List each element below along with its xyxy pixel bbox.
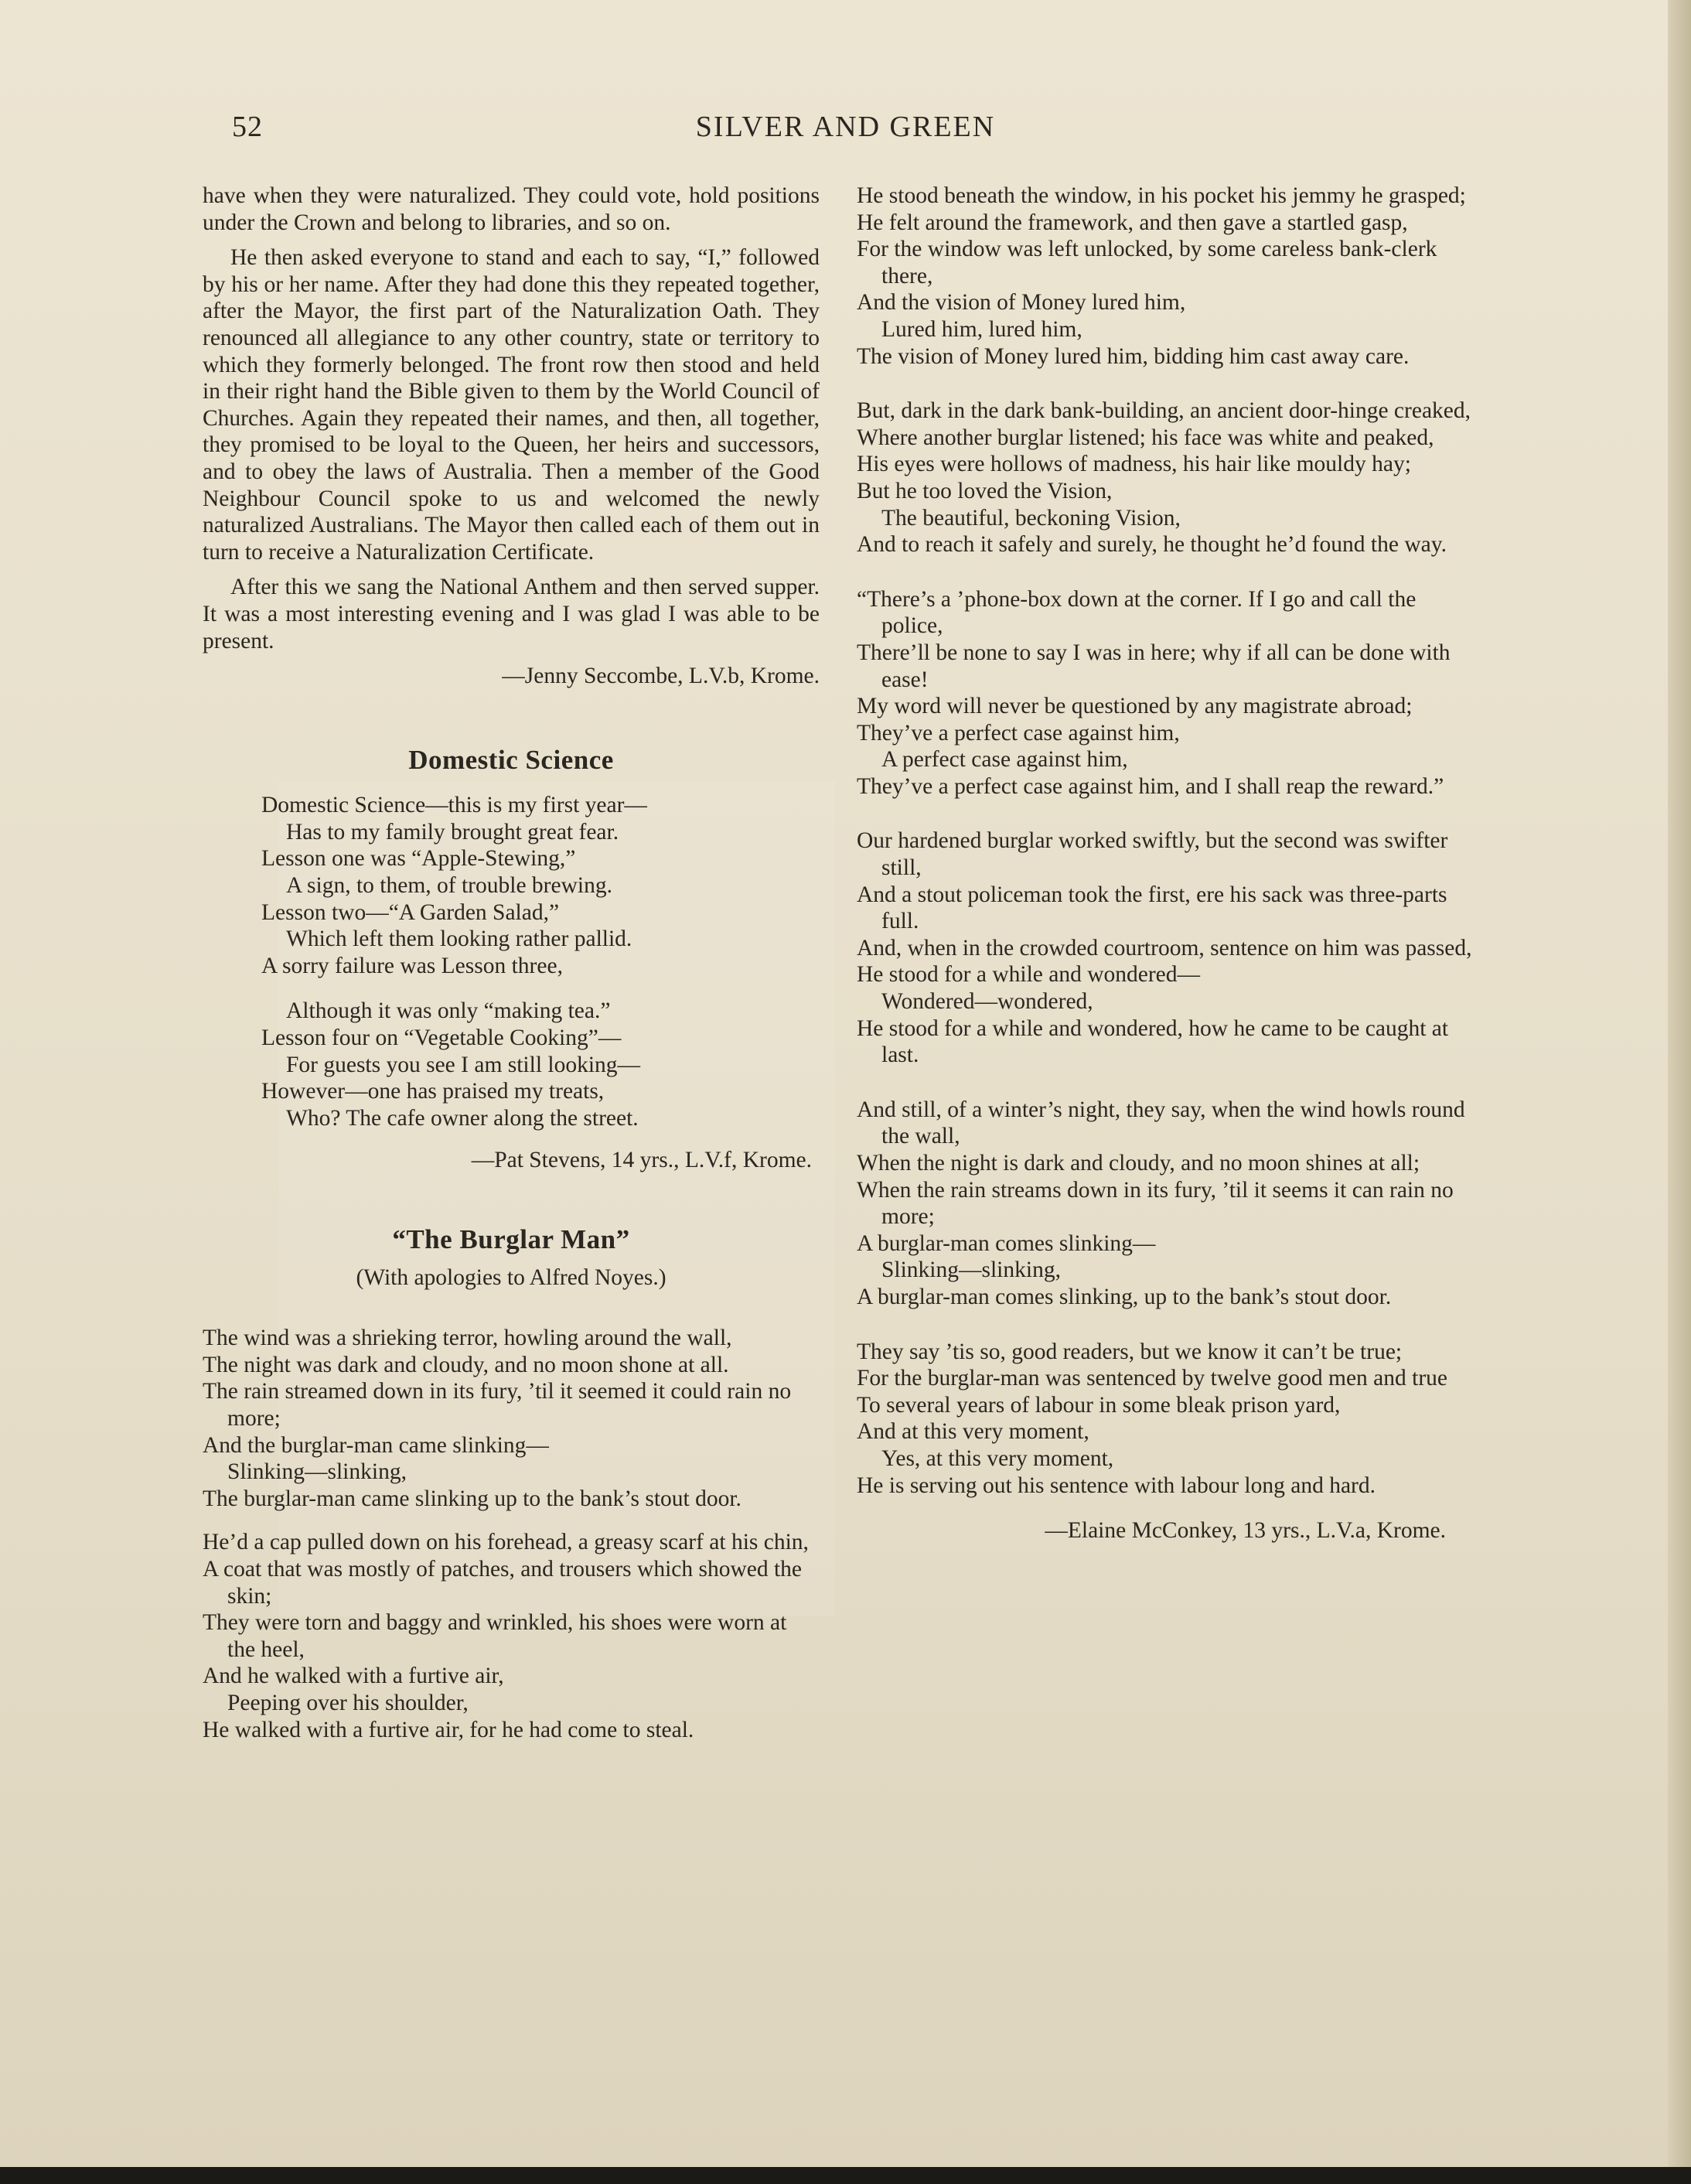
- stanza: [857, 1097, 1477, 1311]
- poem-line: Domestic Science—this is my first year—: [261, 793, 647, 818]
- poem-line: The rain streamed down in its fury, ’til it seemed it could rain no more;: [203, 1379, 792, 1431]
- page-number: 52: [232, 111, 263, 143]
- poem-line: And he walked with a furtive air,: [203, 1664, 504, 1689]
- poem-line: To several years of labour in some bleak prison yard,: [857, 1392, 1341, 1418]
- poem-line: He felt around the framework, and then gave a startled gasp,: [857, 210, 1408, 235]
- poem-line: For the burglar-man was sentenced by twelve good men and true: [857, 1366, 1448, 1391]
- poem-line: My word will never be questioned by any magistrate abroad;: [857, 694, 1413, 719]
- poem-line: And still, of a winter’s night, they say, when the wind howls round the wall,: [857, 1097, 1465, 1149]
- right-column: [857, 183, 1477, 1544]
- paragraph: He then asked everyone to stand and each to say, “I,” followed by his or her name. After they had done this they repeated together, after the Mayor, the first part of the Naturalization Oath. They renounced all allegiance to any other country, state or territory to which they formerly belonged. The front row then stood and held in their right hand the Bible given to them by the World Council of Churches. Again they repeated their names, and then, all together, they promised to be loyal to the Queen, her heirs and successors, and to obey the laws of Australia. Then a member of the Good Neighbour Council spoke to us and welcomed the newly naturalized Australians. The Mayor then called each of them out in turn to receive a Naturalization Certificate.: [203, 245, 820, 565]
- poem-line: When the night is dark and cloudy, and no moon shines at all;: [857, 1151, 1420, 1176]
- poem-line: And the burglar-man came slinking—: [203, 1432, 549, 1458]
- byline: —Elaine McConkey, 13 yrs., L.V.a, Krome.: [1045, 1518, 1446, 1544]
- stanza: [261, 998, 820, 1131]
- poem-line: Who? The cafe owner along the street.: [286, 1105, 639, 1131]
- poem-line: They’ve a perfect case against him,: [857, 720, 1180, 746]
- poem-line: A burglar-man comes slinking—: [857, 1230, 1156, 1256]
- poem-subtitle: (With apologies to Alfred Noyes.): [356, 1264, 667, 1290]
- poem-line: A sign, to them, of trouble brewing.: [286, 873, 612, 899]
- scan-border: [0, 2167, 1691, 2184]
- stanza: [857, 1339, 1477, 1500]
- poem-line: The night was dark and cloudy, and no moon shone at all.: [203, 1352, 729, 1377]
- poem-line: He is serving out his sentence with labour long and hard.: [857, 1472, 1376, 1498]
- poem-line: A burglar-man comes slinking, up to the bank’s stout door.: [857, 1284, 1392, 1309]
- running-head: SILVER AND GREEN: [695, 111, 996, 143]
- byline: —Pat Stevens, 14 yrs., L.V.f, Krome.: [471, 1148, 812, 1173]
- poem-line: He stood for a while and wondered—: [857, 962, 1201, 988]
- poem-line: He stood for a while and wondered, how he came to be caught at last.: [857, 1015, 1449, 1068]
- paragraph: have when they were naturalized. They could vote, hold positions under the Crown and belong to libraries, and so on.: [203, 183, 820, 235]
- poem-line: They say ’tis so, good readers, but we know it can’t be true;: [857, 1339, 1403, 1364]
- poem-line: A coat that was mostly of patches, and trousers which showed the skin;: [203, 1556, 803, 1609]
- poem-line: Yes, at this very moment,: [881, 1445, 1114, 1471]
- left-column: [203, 183, 820, 1743]
- stanza: [857, 586, 1477, 800]
- poem-line: He walked with a furtive air, for he had come to steal.: [203, 1717, 694, 1742]
- poem-line: The wind was a shrieking terror, howling around the wall,: [203, 1326, 732, 1351]
- poem-line: And, when in the crowded courtroom, sentence on him was passed,: [857, 935, 1472, 961]
- poem-line: And the vision of Money lured him,: [857, 290, 1186, 316]
- poem-line: They were torn and baggy and wrinkled, his shoes were worn at the heel,: [203, 1610, 787, 1662]
- poem-line: He stood beneath the window, in his pocket his jemmy he grasped;: [857, 183, 1466, 208]
- poem-line: The vision of Money lured him, bidding him cast away care.: [857, 343, 1410, 369]
- poem-line: “There’s a ’phone-box down at the corner. If I go and call the police,: [857, 586, 1417, 639]
- stanza: [203, 1325, 820, 1512]
- poem-line: The beautiful, beckoning Vision,: [881, 505, 1181, 531]
- poem-line: And to reach it safely and surely, he thought he’d found the way.: [857, 532, 1447, 558]
- poem-line: When the rain streams down in its fury, ’til it seems it can rain no more;: [857, 1177, 1454, 1230]
- poem-title: “The Burglar Man”: [392, 1224, 630, 1254]
- poem-line: And a stout policeman took the first, ere his sack was three-parts full.: [857, 882, 1447, 934]
- poem-line: However—one has praised my treats,: [261, 1079, 605, 1104]
- poem-line: Lured him, lured him,: [881, 316, 1082, 342]
- poem-line: There’ll be none to say I was in here; why if all can be done with ease!: [857, 640, 1451, 692]
- poem-line: He’d a cap pulled down on his forehead, a greasy scarf at his chin,: [203, 1530, 809, 1555]
- page-edge: [1668, 0, 1691, 2184]
- stanza: [857, 828, 1477, 1068]
- poem-line: And at this very moment,: [857, 1419, 1089, 1445]
- stanza: [203, 1529, 820, 1743]
- poem-line: A sorry failure was Lesson three,: [261, 953, 563, 978]
- stanza: [857, 183, 1477, 370]
- poem-line: Lesson one was “Apple-Stewing,”: [261, 846, 576, 872]
- poem-line: Where another burglar listened; his face was white and peaked,: [857, 425, 1434, 450]
- poem-line: Lesson four on “Vegetable Cooking”—: [261, 1025, 622, 1051]
- poem-line: For the window was left unlocked, by some careless bank-clerk there,: [857, 237, 1437, 288]
- poem-line: Although it was only “making tea.”: [286, 998, 611, 1024]
- poem-title: Domestic Science: [408, 744, 614, 775]
- poem-line: Slinking—slinking,: [227, 1459, 407, 1485]
- poem-line: Has to my family brought great fear.: [286, 819, 619, 845]
- poem-line: The burglar-man came slinking up to the bank’s stout door.: [203, 1486, 742, 1511]
- poem-line: Lesson two—“A Garden Salad,”: [261, 899, 560, 925]
- poem-line: But, dark in the dark bank-building, an ancient door-hinge creaked,: [857, 398, 1471, 424]
- poem-line: A perfect case against him,: [881, 747, 1128, 773]
- poem-line: They’ve a perfect case against him, and I shall reap the reward.”: [857, 773, 1444, 799]
- poem-line: His eyes were hollows of madness, his hair like mouldy hay;: [857, 452, 1411, 477]
- poem-line: Wondered—wondered,: [881, 989, 1093, 1015]
- poem-line: Peeping over his shoulder,: [227, 1690, 469, 1715]
- stanza: [261, 792, 820, 979]
- domestic-science-poem: [261, 792, 820, 1131]
- stanza: [857, 398, 1477, 558]
- poem-line: For guests you see I am still looking—: [286, 1052, 641, 1077]
- paragraph: After this we sang the National Anthem and then served supper. It was a most interesting evening and I was glad I was able to be present.: [203, 575, 820, 653]
- poem-line: Our hardened burglar worked swiftly, but the second was swifter still,: [857, 828, 1448, 881]
- poem-line: Slinking—slinking,: [881, 1258, 1061, 1283]
- byline: —Jenny Seccombe, L.V.b, Krome.: [502, 664, 820, 689]
- poem-line: Which left them looking rather pallid.: [286, 926, 632, 952]
- poem-line: But he too loved the Vision,: [857, 478, 1113, 503]
